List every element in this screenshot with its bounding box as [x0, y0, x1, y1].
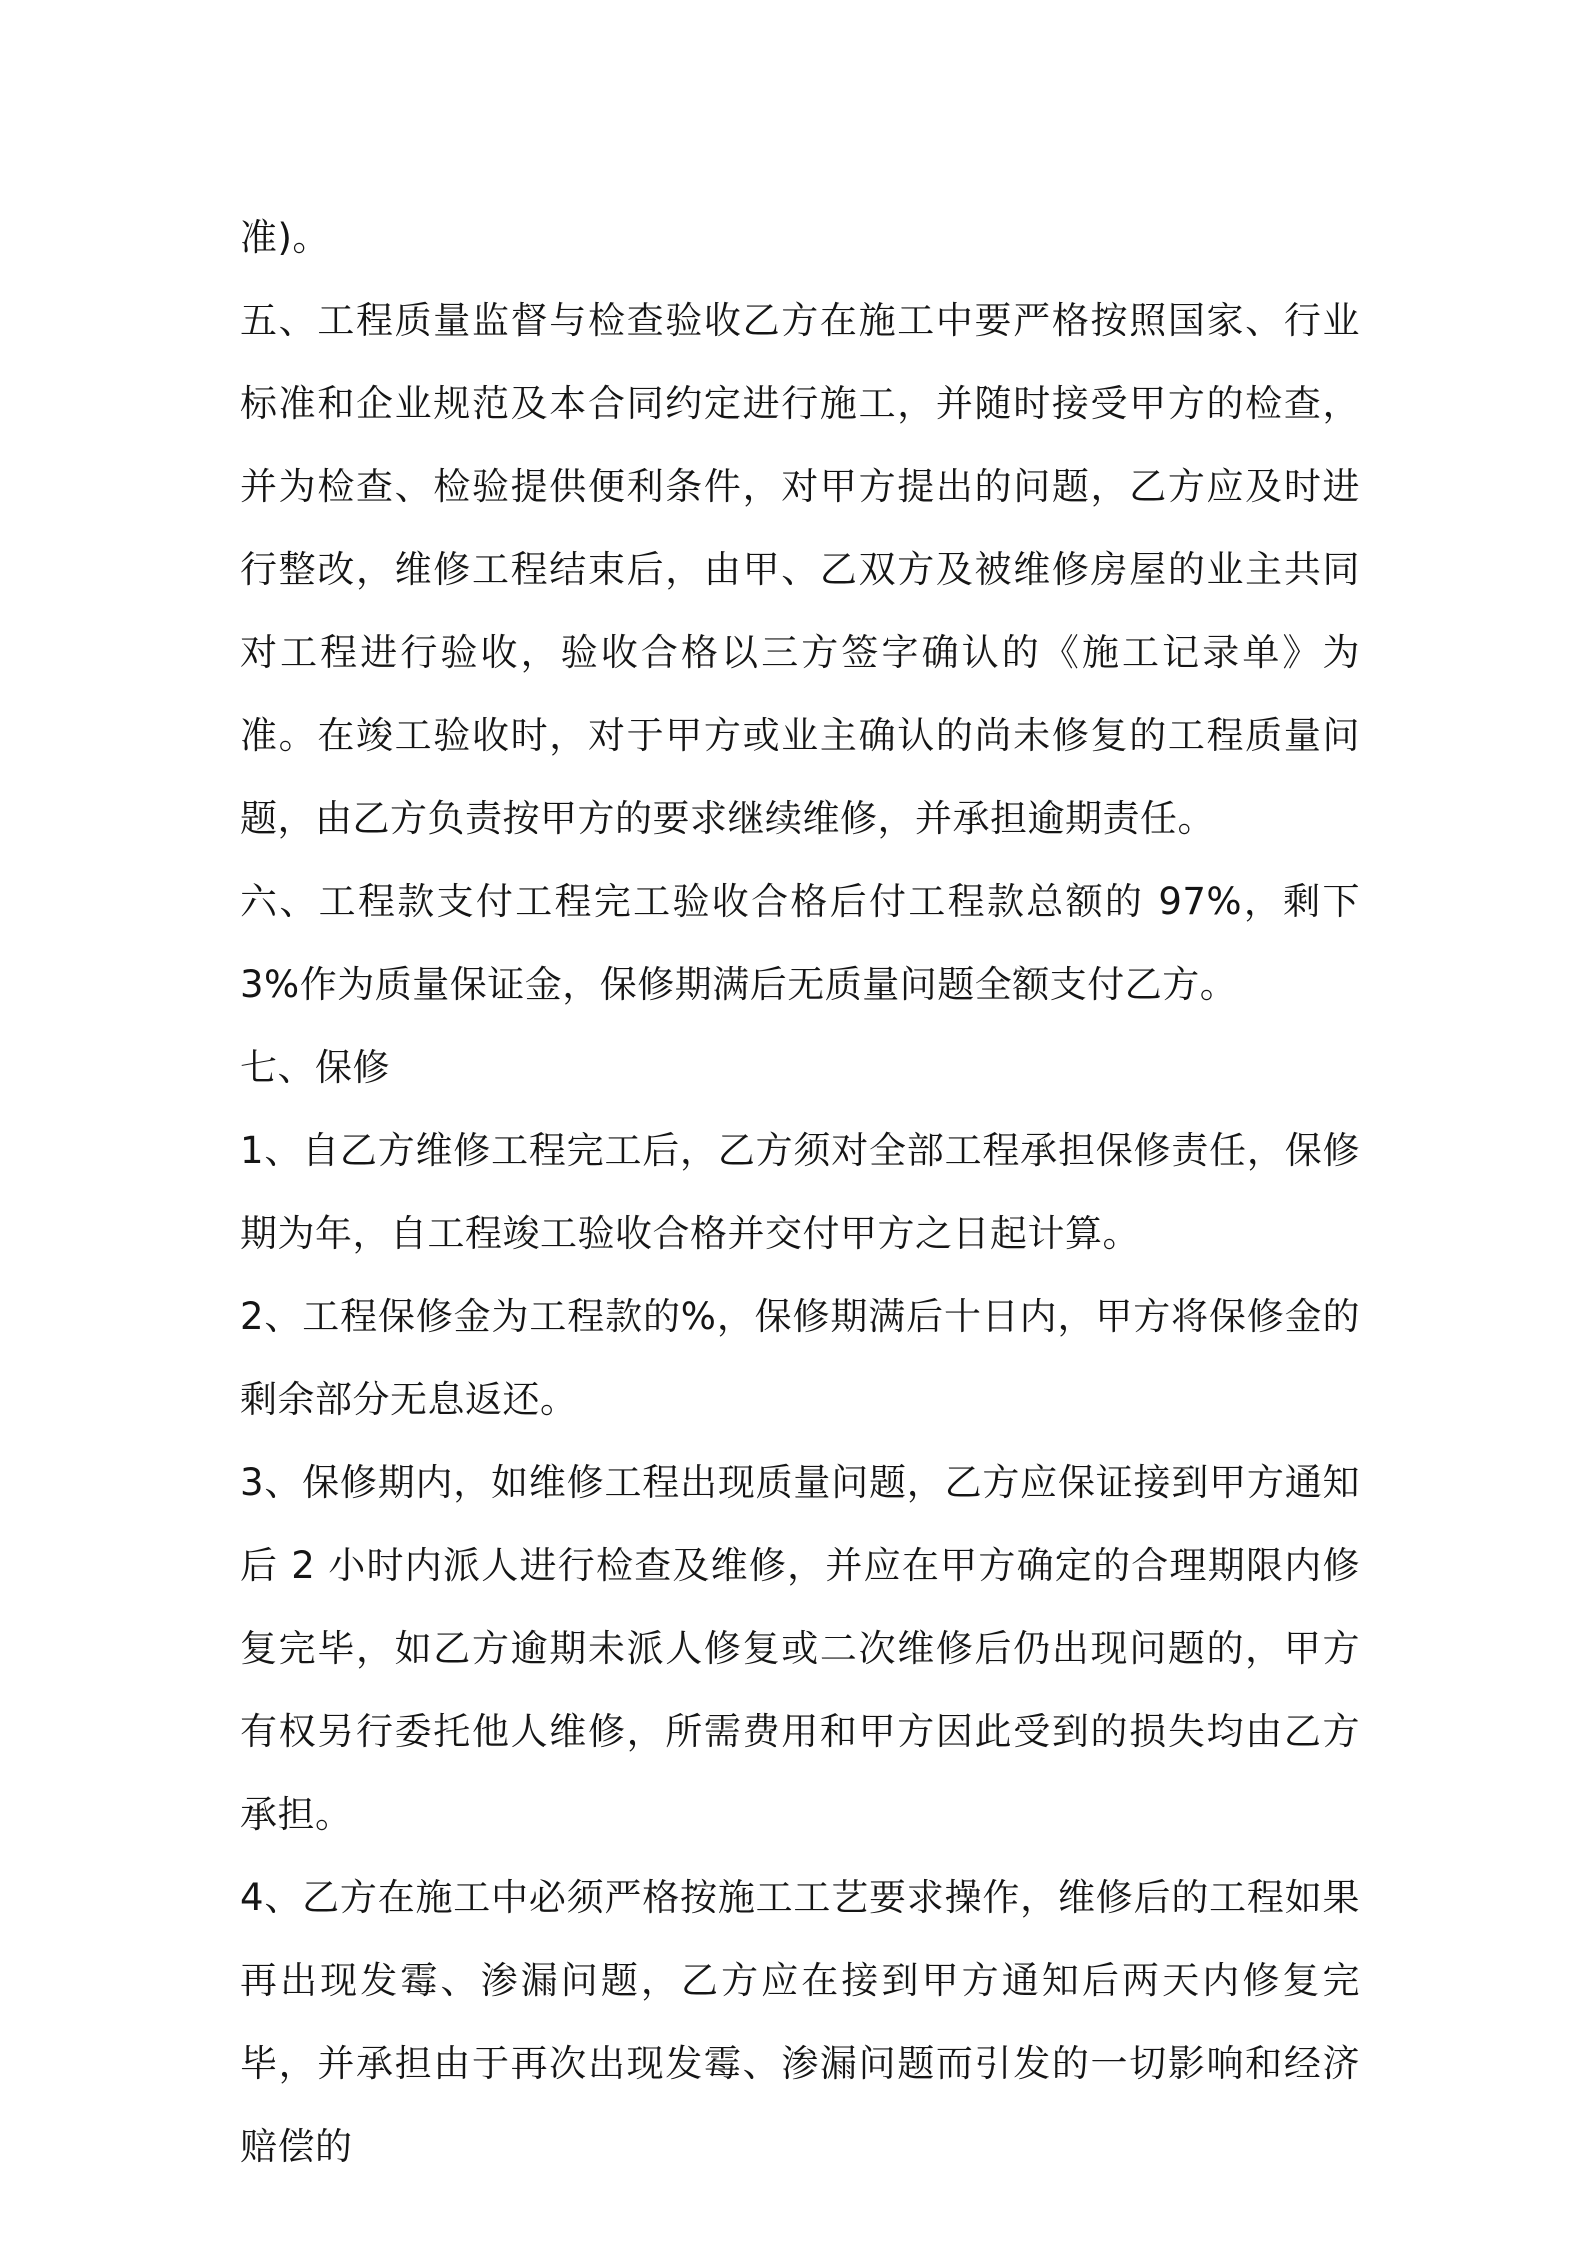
paragraph-continuation: 准)。: [240, 216, 330, 259]
paragraph-warranty-item-4: 4、乙方在施工中必须严格按施工工艺要求操作，维修后的工程如果再出现发霉、渗漏问题，乙方应在接到甲方通知后两天内修复完毕，并承担由于再次出现发霉、渗漏问题而引发的一切影响和经济赔偿的: [240, 1876, 1360, 2168]
paragraph-warranty-item-3: 3、保修期内，如维修工程出现质量问题，乙方应保证接到甲方通知后 2 小时内派人进行检查及维修，并应在甲方确定的合理期限内修复完毕，如乙方逾期未派人修复或二次维修后仍出现问题的，甲方有权另行委托他人维修，所需费用和甲方因此受到的损失均由乙方承担。: [240, 1461, 1360, 1836]
paragraph-section-5-quality-inspection: 五、工程质量监督与检查验收乙方在施工中要严格按照国家、行业标准和企业规范及本合同约定进行施工，并随时接受甲方的检查，并为检查、检验提供便利条件，对甲方提出的问题，乙方应及时进行整改，维修工程结束后，由甲、乙双方及被维修房屋的业主共同对工程进行验收，验收合格以三方签字确认的《施工记录单》为准。在竣工验收时，对于甲方或业主确认的尚未修复的工程质量问题，由乙方负责按甲方的要求继续维修，并承担逾期责任。: [240, 299, 1360, 840]
paragraph-warranty-item-1: 1、自乙方维修工程完工后，乙方须对全部工程承担保修责任，保修期为年，自工程竣工验收合格并交付甲方之日起计算。: [240, 1129, 1360, 1255]
paragraph-warranty-item-2: 2、工程保修金为工程款的%，保修期满后十日内，甲方将保修金的剩余部分无息返还。: [240, 1295, 1360, 1421]
document-body: [240, 196, 1360, 2188]
paragraph-section-6-payment: 六、工程款支付工程完工验收合格后付工程款总额的 97%，剩下 3%作为质量保证金，保修期满后无质量问题全额支付乙方。: [240, 880, 1360, 1006]
heading-section-7-warranty: 七、保修: [240, 1046, 390, 1089]
